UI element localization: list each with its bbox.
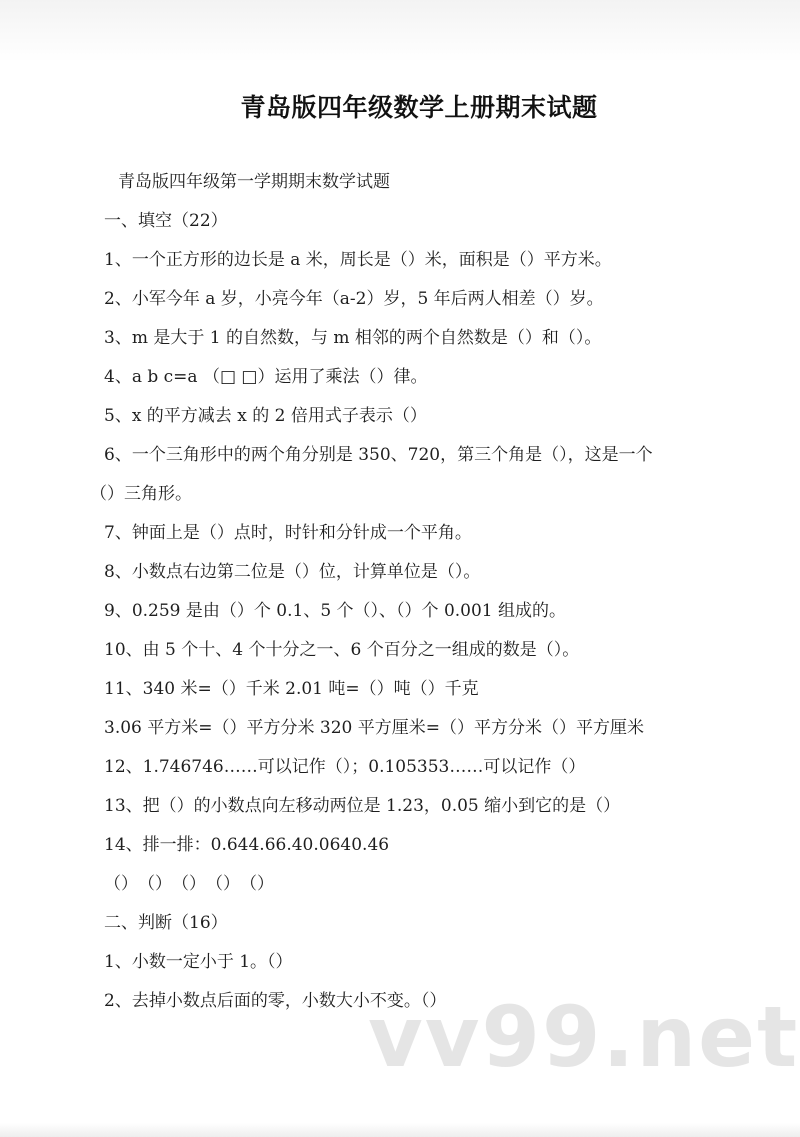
question-item: 3、m 是大于 1 的自然数，与 m 相邻的两个自然数是（）和（）。: [104, 328, 602, 348]
page-bottom-edge: [0, 1123, 800, 1137]
section-heading-true-false: 二、判断（16）: [104, 913, 228, 933]
question-item: 1、一个正方形的边长是 a 米，周长是（）米，面积是（）平方米。: [104, 250, 612, 270]
question-item: 1、小数一定小于 1。（）: [104, 952, 293, 972]
question-item: 12、1.746746……可以记作（）；0.105353……可以记作（）: [104, 757, 586, 777]
question-item: 2、去掉小数点后面的零，小数大小不变。（）: [104, 991, 447, 1011]
document-subtitle: 青岛版四年级第一学期期末数学试题: [118, 172, 390, 192]
question-item: 5、x 的平方减去 x 的 2 倍用式子表示（）: [104, 406, 427, 426]
section-heading-fill-blank: 一、填空（22）: [104, 211, 228, 231]
question-item-continued: （）三角形。: [90, 484, 192, 504]
question-item: 3.06 平方米=（）平方分米 320 平方厘米=（）平方分米（）平方厘米: [104, 718, 644, 738]
document-title: 青岛版四年级数学上册期末试题: [240, 93, 598, 122]
question-item: 13、把（）的小数点向左移动两位是 1.23，0.05 缩小到它的是（）: [104, 796, 621, 816]
watermark: vv99.net: [368, 988, 800, 1086]
question-item: 9、0.259 是由（）个 0.1、5 个（）、（）个 0.001 组成的。: [104, 601, 567, 621]
question-item: 2、小军今年 a 岁，小亮今年（a-2）岁，5 年后两人相差（）岁。: [104, 289, 604, 309]
page-top-edge: [0, 0, 800, 62]
question-item: 14、排一排：0.644.66.40.0640.46: [104, 835, 390, 855]
question-item: 7、钟面上是（）点时，时针和分针成一个平角。: [104, 523, 472, 543]
question-item: 8、小数点右边第二位是（）位，计算单位是（）。: [104, 562, 481, 582]
question-item: 4、a b c=a （□ □）运用了乘法（）律。: [104, 367, 428, 387]
question-item: 6、一个三角形中的两个角分别是 350、720，第三个角是（），这是一个: [104, 445, 653, 465]
answer-blanks-row: （） （） （） （） （）: [104, 874, 274, 894]
question-item: 10、由 5 个十、4 个十分之一、6 个百分之一组成的数是（）。: [104, 640, 580, 660]
question-item: 11、340 米=（）千米 2.01 吨=（）吨（）千克: [104, 679, 479, 699]
